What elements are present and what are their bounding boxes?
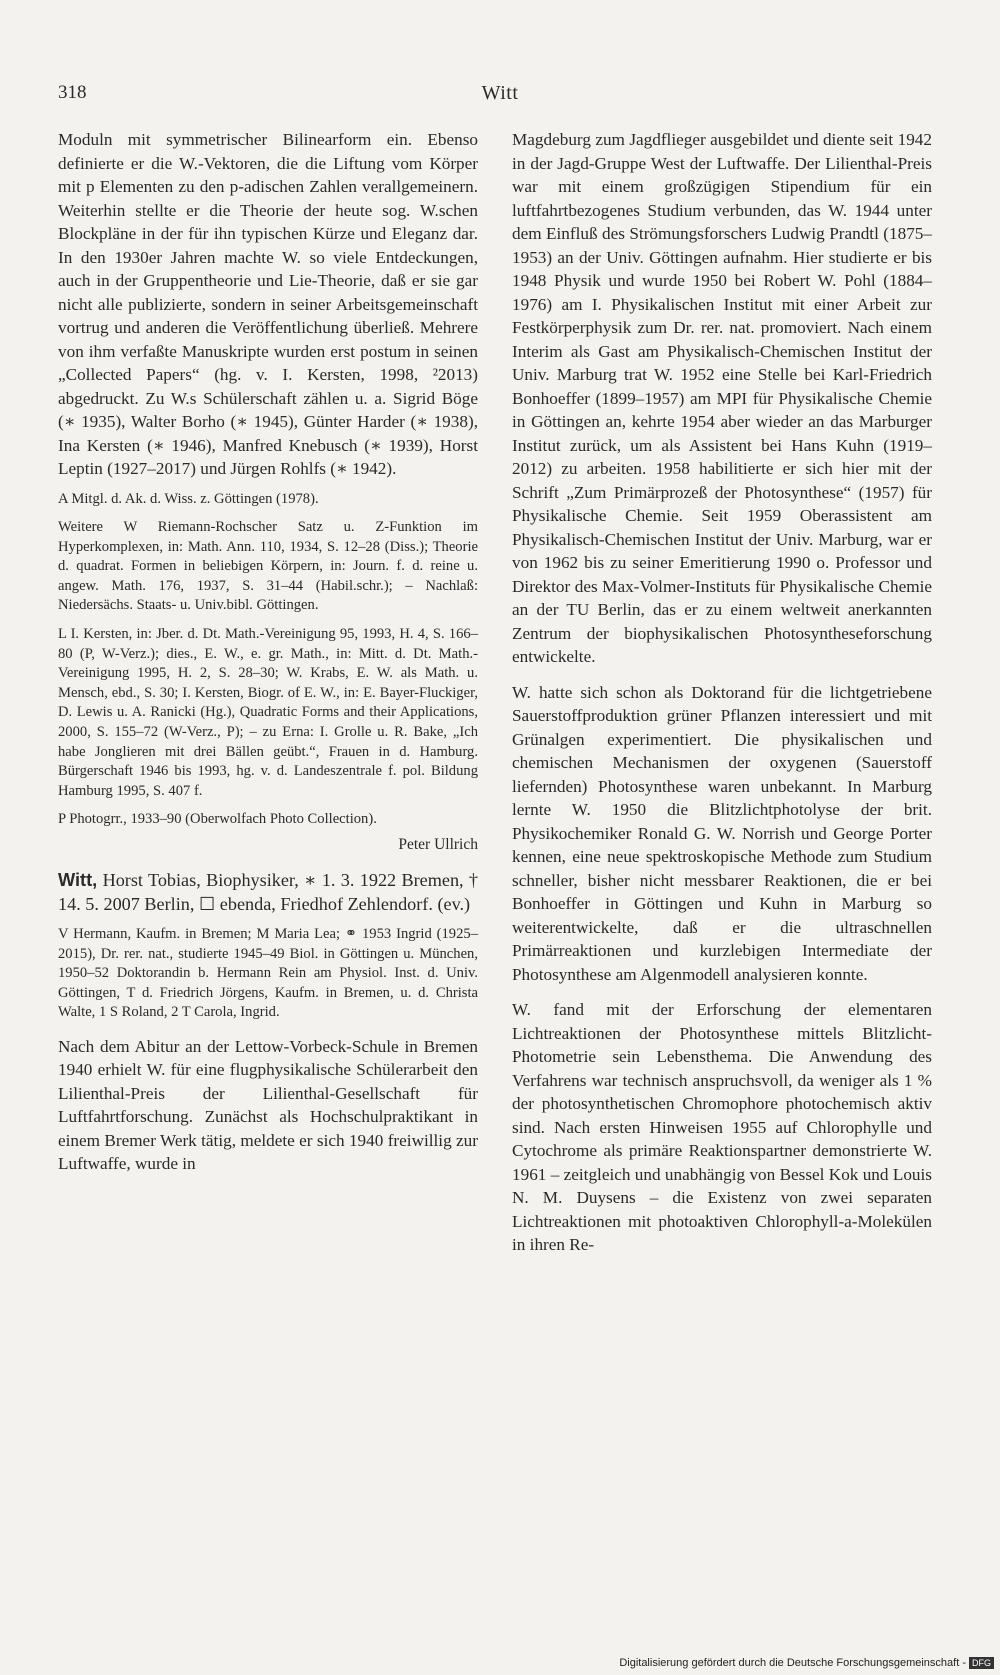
paragraph-3: W. fand mit der Erforschung der elementaren Lichtreaktionen der Photosynthese mittels Blitzlicht-Photometrie sein Lebensthema. Die Anwendung des Verfahrens war technisch anspruchsvoll, da weniger als 1 % der photosynthetischen Chromophore photochemisch aktiv sind. Nach ersten Hinweisen 1955 auf Chlorophylle und Cytochrome als primäre Reaktionspartner demonstrierte W. 1961 – zeitgleich und unabhängig von Bessel Kok und Louis N. M. Duysens – die Existenz von zwei separaten Lichtreaktionen mit photoaktiven Chlorophyll-a-Molekülen in ihren Re-: [512, 1000, 932, 1254]
right-column: [512, 128, 932, 1257]
family-section: V Hermann, Kaufm. in Bremen; M Maria Lea; ⚭ 1953 Ingrid (1925–2015), Dr. rer. nat., studierte 1945–49 Biol. in Göttingen u. München, 1950–52 Doktorandin b. Hermann Rein am Physiol. Inst. d. Univ. Göttingen, T d. Friedrich Jörgens, Kaufm. in Bremen, u. d. Christa Walte, 1 S Roland, 2 T Carola, Ingrid.: [58, 926, 478, 1021]
digitization-footer: [619, 1657, 994, 1669]
entry-heading: [58, 868, 478, 916]
left-column: [58, 128, 478, 1176]
author-signature: Peter Ullrich: [398, 836, 478, 853]
continued-paragraph: Moduln mit symmetrischer Bilinearform ein. Ebenso definierte er die W.-Vektoren, die die Liftung vom Körper mit p Elementen zu den p-adischen Zahlen verallgemeinern. Weiterhin stellte er die Theorie der heute sog. W.schen Blockpläne in der für ihn typischen Kürze und Eleganz dar. In den 1930er Jahren machte W. so viele Entdeckungen, auch in der Gruppentheorie und Lie-Theorie, daß er sie gar nicht alle publizierte, sondern in seiner Arbeitsgemeinschaft vortrug und anderen die Veröffentlichung überließ. Mehrere von ihm verfaßte Manuskripte wurden erst postum in seinen „Collected Papers“ (hg. v. I. Kersten, 1998, ²2013) abgedruckt. Zu W.s Schülerschaft zählen u. a. Sigrid Böge (∗ 1935), Walter Borho (∗ 1945), Günter Harder (∗ 1938), Ina Kersten (∗ 1946), Manfred Knebusch (∗ 1939), Horst Leptin (1927–2017) und Jürgen Rohlfs (∗ 1942).: [58, 130, 478, 478]
footer-text: Digitalisierung gefördert durch die Deutsche Forschungsgemeinschaft -: [619, 1657, 966, 1669]
literature-section: L I. Kersten, in: Jber. d. Dt. Math.-Vereinigung 95, 1993, H. 4, S. 166–80 (P, W-Verz.); dies., E. W., e. gr. Math., in: Mitt. d. Dt. Math.-Vereinigung 1995, H. 2, S. 28–30; W. Krabs, E. W. als Math. u. Mensch, ebd., S. 30; I. Kersten, Biogr. of E. W., in: E. Bayer-Fluckiger, D. Lewis u. A. Ranicki (Hg.), Quadratic Forms and their Applications, 2000, S. 155–72 (W-Verz., P); – zu Erna: I. Grolle u. R. Bake, „Ich habe Jonglieren mit drei Bällen geübt.“, Frauen in d. Hamburg. Bürgerschaft 1946 bis 1993, hg. v. d. Landeszentrale f. pol. Bildung Hamburg 1995, S. 407 f.: [58, 626, 478, 799]
running-title: Witt: [481, 82, 519, 104]
page-number: 318: [58, 82, 87, 103]
portraits-section: P Photogrr., 1933–90 (Oberwolfach Photo Collection).: [58, 811, 377, 828]
paragraph-2: W. hatte sich schon als Doktorand für die lichtgetriebene Sauerstoffproduktion grüner Pflanzen interessiert und mit Grünalgen experimentiert. Die physikalischen und chemischen Mechanismen der oxygenen (Sauerstoff liefernden) Photosynthese waren unbekannt. In Marburg lernte W. 1950 die Blitzlichtphotolyse der brit. Physikochemiker Ronald G. W. Norrish und George Porter kennen, eine neue spektroskopische Methode zum Studium schneller, bisher nicht messbarer Reaktionen, die er bei Bonhoeffer in Göttingen und Kuhn in Marburg so weiterentwickelte, daß er die ultraschnellen Primärreaktionen und kurzlebigen Intermediate der Photosynthese am Algenmodell analysieren konnte.: [512, 682, 932, 984]
paragraph-1: Magdeburg zum Jagdflieger ausgebildet und diente seit 1942 in der Jagd-Gruppe West der Luftwaffe. Der Lilienthal-Preis war mit einem großzügigen Stipendium für ein luftfahrtbezogenes Studium verbunden, das W. 1944 unter dem Einfluß des Strömungsforschers Ludwig Prandtl (1875–1953) an der Univ. Göttingen aufnahm. Hier studierte er bis 1948 Physik und wurde 1950 bei Robert W. Pohl (1884–1976) am I. Physikalischen Institut mit einer Arbeit zur Festkörperphysik zum Dr. rer. nat. promoviert. Nach einem Interim als Gast am Physikalisch-Chemischen Institut der Univ. Marburg trat W. 1952 eine Stelle bei Karl-Friedrich Bonhoeffer (1899–1957) am MPI für Physikalische Chemie in Göttingen an, kehrte 1954 aber wieder an das Marburger Institut zurück, um als Assistent bei Hans Kuhn (1919–2012) zu arbeiten. 1958 habilitierte er sich hier mit der Schrift „Zum Primärprozeß der Photosynthese“ (1957) für Physikalische Chemie. Seit 1959 Oberassistent am Physikalisch-Chemischen Institut der Univ. Marburg, war er von 1962 bis zu seiner Emeritierung 1990 o. Professor und Direktor des Max-Volmer-Instituts für Physikalische Chemie an der TU Berlin, das er zu einem weltweit anerkannten Zentrum der biophysikalischen Photosyntheseforschung entwickelte.: [512, 130, 932, 666]
entry-details: Horst Tobias, Biophysiker, ∗ 1. 3. 1922 Bremen, † 14. 5. 2007 Berlin, ☐ ebenda, Friedhof Zehlendorf. (ev.): [58, 870, 478, 914]
dfg-logo: DFG: [969, 1657, 994, 1669]
works-section: Weitere W Riemann-Rochscher Satz u. Z-Funktion im Hyperkomplexen, in: Math. Ann. 110, 1934, S. 12–28 (Diss.); Theorie d. quadrat. Formen in beliebigen Körpern, in: Journ. f. d. reine u. angew. Math. 176, 1937, S. 31–44 (Habil.schr.); – Nachlaß: Niedersächs. Staats- u. Univ.bibl. Göttingen.: [58, 519, 478, 614]
biography-paragraph: Nach dem Abitur an der Lettow-Vorbeck-Schule in Bremen 1940 erhielt W. für eine flugphysikalische Schülerarbeit den Lilienthal-Preis der Lilienthal-Gesellschaft für Luftfahrtforschung. Zunächst als Hochschulpraktikant in einem Bremer Werk tätig, meldete er sich 1940 freiwillig zur Luftwaffe, wurde in: [58, 1036, 478, 1174]
awards-section: A Mitgl. d. Ak. d. Wiss. z. Göttingen (1978).: [58, 490, 319, 507]
entry-name: Witt,: [58, 870, 98, 890]
